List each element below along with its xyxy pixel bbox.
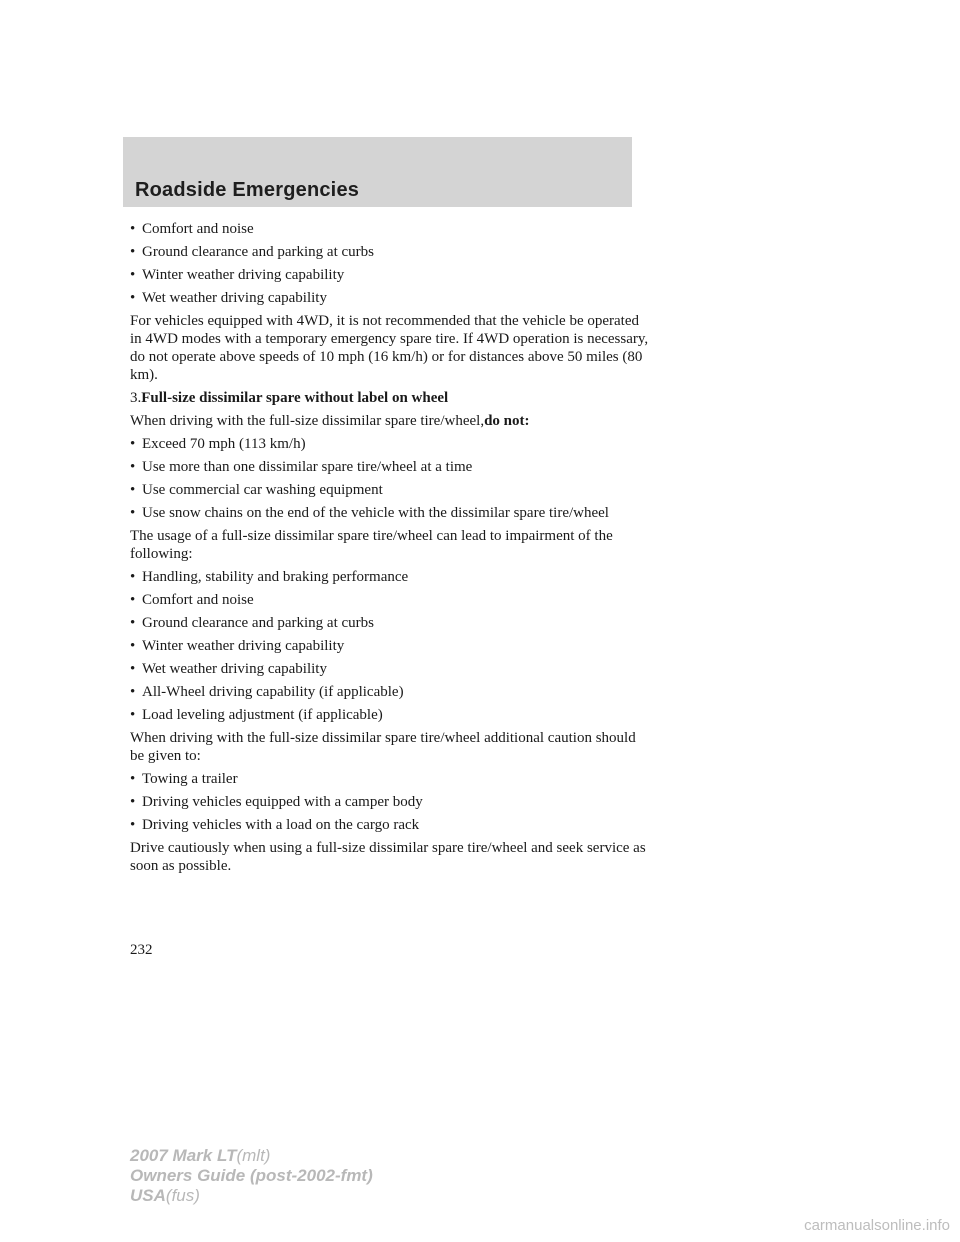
section-title: Roadside Emergencies [135,179,360,201]
bullet-icon: • [130,817,136,833]
list-item: • Driving vehicles with a load on the cargo rack [130,817,420,833]
list-item: • Exceed 70 mph (113 km/h) [130,436,306,452]
bullet-icon: • [130,638,136,654]
watermark: carmanualsonline.info [804,1217,950,1234]
list-item: • Use commercial car washing equipment [130,482,383,498]
bullet-icon: • [130,459,136,475]
bullet-icon: • [130,221,136,237]
bullet-icon: • [130,505,136,521]
bullet-icon: • [130,569,136,585]
section-header-band [123,137,632,207]
list-item: • Winter weather driving capability [130,638,345,654]
bullet-icon: • [130,707,136,723]
bullet-icon: • [130,592,136,608]
footer-line-guide: Owners Guide (post-2002-fmt) [130,1166,373,1185]
list-item: • All-Wheel driving capability (if applicable) [130,684,404,700]
bullet-icon: • [130,661,136,677]
list-item: • Wet weather driving capability [130,661,327,677]
list-item: • Use more than one dissimilar spare tire/wheel at a time [130,459,473,475]
list-item: • Towing a trailer [130,771,238,787]
document-footer [130,1146,373,1206]
bullet-icon: • [130,436,136,452]
paragraph-4wd: For vehicles equipped with 4WD, it is not recommended that the vehicle be operated in 4WD modes with a temporary emergency spare tire. If 4WD operation is necessary, do not operate above speeds of 10 mph (16 km/h) or for distances above 50 miles (80 km). [130,313,649,383]
list-item: • Load leveling adjustment (if applicable) [130,707,383,723]
bullet-icon: • [130,794,136,810]
bullet-icon: • [130,684,136,700]
list-item: • Driving vehicles equipped with a camper body [130,794,423,810]
paragraph-caution: When driving with the full-size dissimilar spare tire/wheel additional caution should be given to: [130,730,636,764]
bullet-icon: • [130,290,136,306]
footer-line-model: 2007 Mark LT(mlt) [130,1146,271,1165]
list-item: • Handling, stability and braking performance [130,569,409,585]
list-item: • Winter weather driving capability [130,267,345,283]
list-item: • Comfort and noise [130,592,254,608]
bullet-icon: • [130,267,136,283]
page-content [130,220,650,880]
list-item: • Use snow chains on the end of the vehicle with the dissimilar spare tire/wheel [130,505,609,521]
list-item: • Ground clearance and parking at curbs [130,244,374,260]
bullet-icon: • [130,771,136,787]
paragraph-usage: The usage of a full-size dissimilar spare tire/wheel can lead to impairment of the following: [130,528,613,562]
paragraph-driving: When driving with the full-size dissimilar spare tire/wheel,do not: [130,413,530,429]
section-heading: 3.Full-size dissimilar spare without label on wheel [130,390,449,406]
list-item: • Comfort and noise [130,221,254,237]
paragraph-final: Drive cautiously when using a full-size dissimilar spare tire/wheel and seek service as soon as possible. [130,840,646,874]
list-item: • Ground clearance and parking at curbs [130,615,374,631]
page-number: 232 [130,942,153,958]
bullet-icon: • [130,482,136,498]
bullet-icon: • [130,244,136,260]
footer-line-market: USA(fus) [130,1186,200,1205]
bullet-icon: • [130,615,136,631]
list-item: • Wet weather driving capability [130,290,327,306]
